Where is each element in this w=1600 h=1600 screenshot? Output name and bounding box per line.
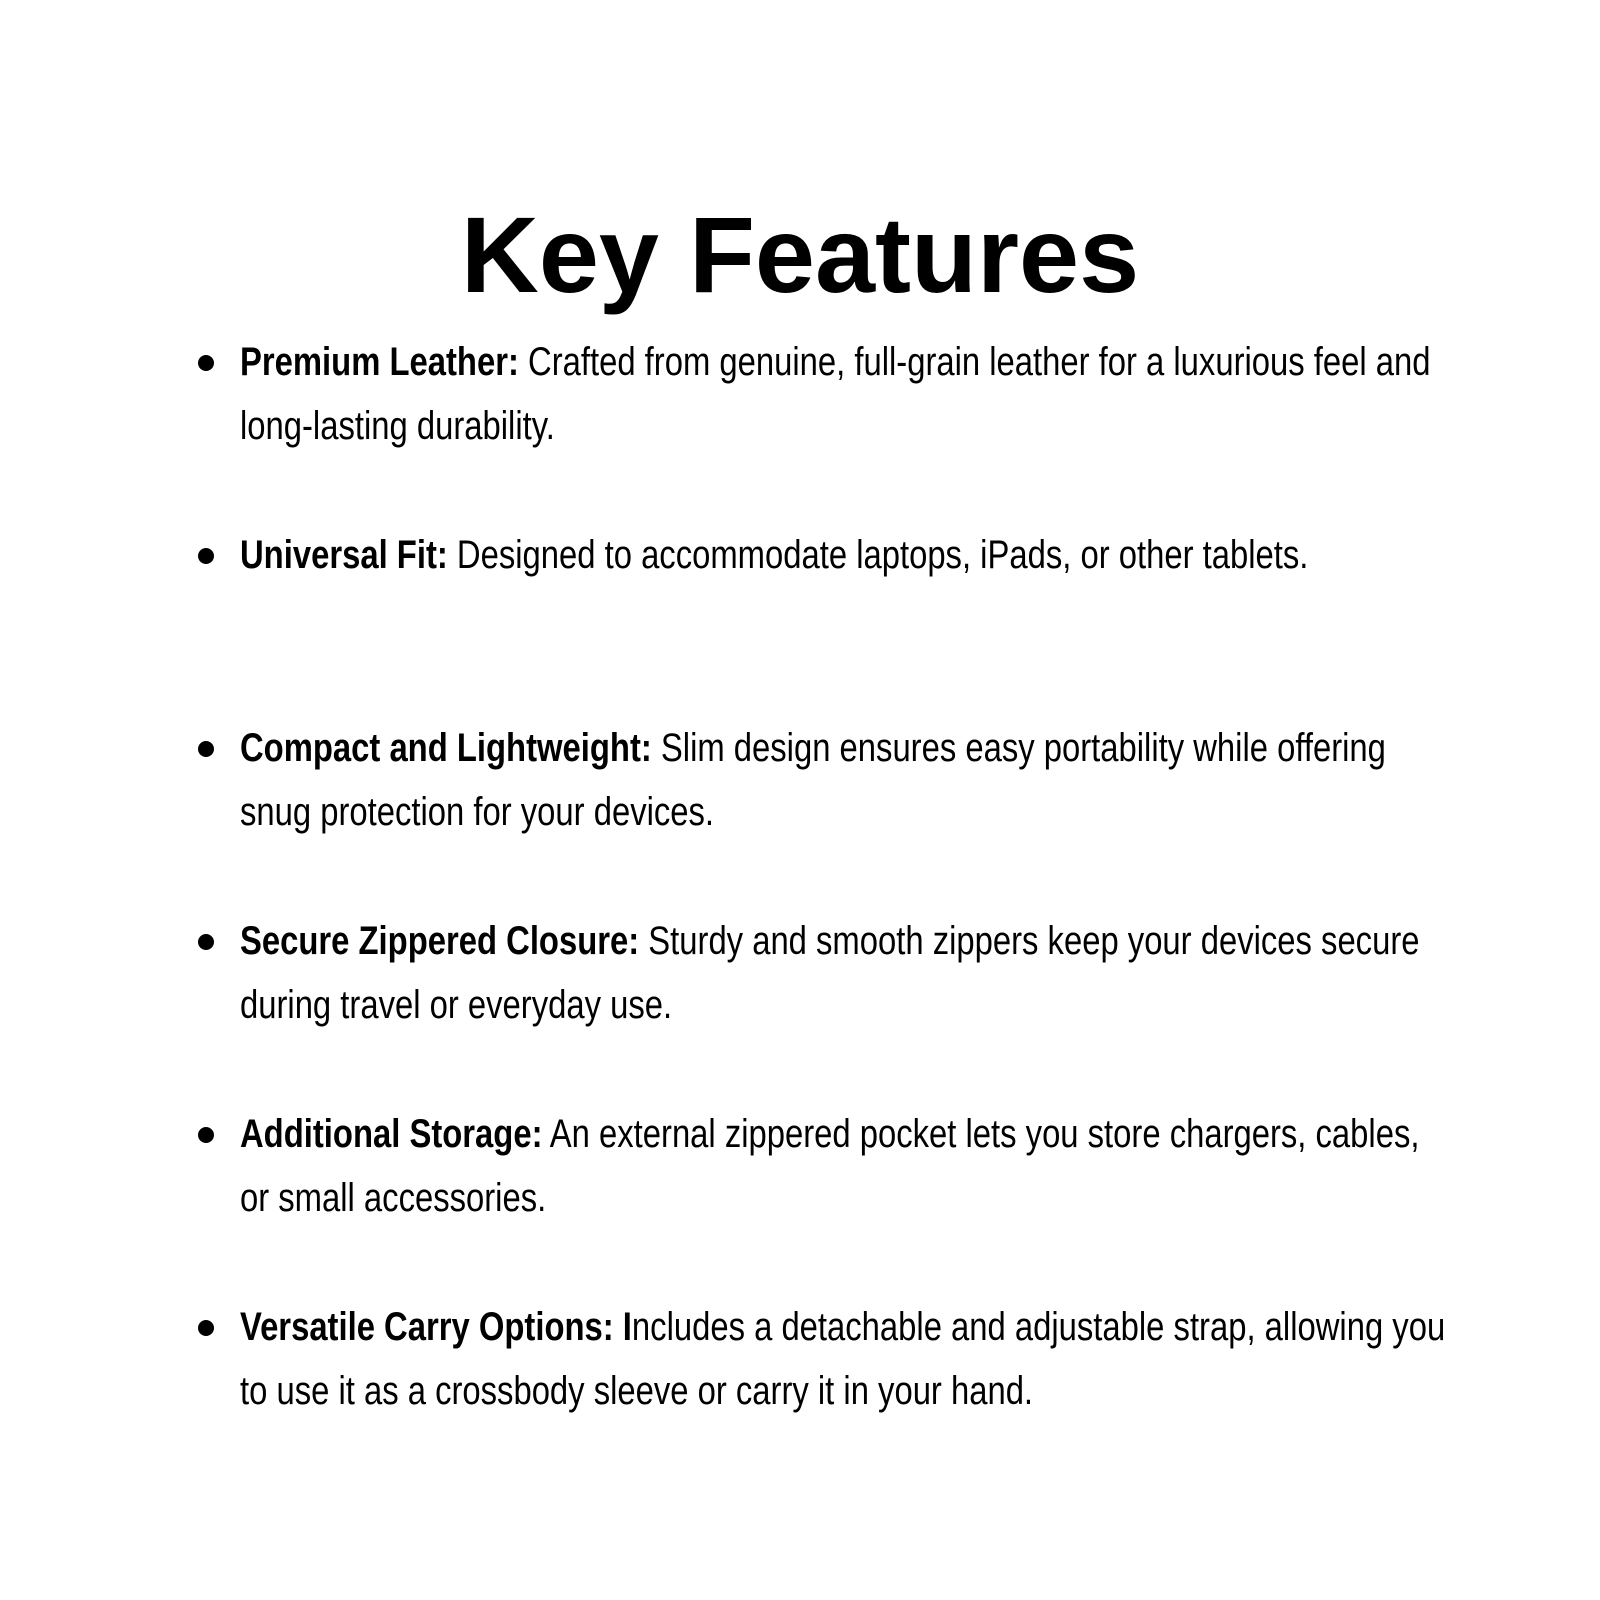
feature-description: ncludes a detachable and adjustable strap, allowing you to use it as a crossbody sleeve or carry it in your hand. <box>240 1305 1446 1413</box>
feature-description: Crafted from genuine, full-grain leather for a luxurious feel and long-lasting durability. <box>240 340 1431 448</box>
feature-term: Additional Storage: <box>240 1112 543 1156</box>
feature-text <box>240 523 1450 587</box>
feature-term: Universal Fit: <box>240 533 448 577</box>
feature-description: Designed to accommodate laptops, iPads, or other tablets. <box>447 533 1309 577</box>
feature-description: An external zippered pocket lets you store chargers, cables, or small accessories. <box>240 1112 1420 1220</box>
feature-text <box>240 1295 1450 1423</box>
feature-text <box>240 330 1450 458</box>
feature-term: Versatile Carry Options: I <box>240 1305 632 1349</box>
feature-term: Secure Zippered Closure: <box>240 919 640 963</box>
bullet-icon <box>198 934 214 950</box>
feature-term: Premium Leather: <box>240 340 519 384</box>
feature-description: Sturdy and smooth zippers keep your devices secure during travel or everyday use. <box>240 919 1420 1027</box>
bullet-icon <box>198 1127 214 1143</box>
feature-description: Slim design ensures easy portability while offering snug protection for your devices. <box>240 726 1386 834</box>
feature-text <box>240 909 1450 1037</box>
page-title: Key Features <box>460 194 1140 315</box>
bullet-icon <box>198 1320 214 1336</box>
feature-text <box>240 1102 1450 1230</box>
feature-term: Compact and Lightweight: <box>240 726 652 770</box>
bullet-icon <box>198 741 214 757</box>
bullet-icon <box>198 548 214 564</box>
bullet-icon <box>198 355 214 371</box>
feature-text <box>240 716 1450 844</box>
